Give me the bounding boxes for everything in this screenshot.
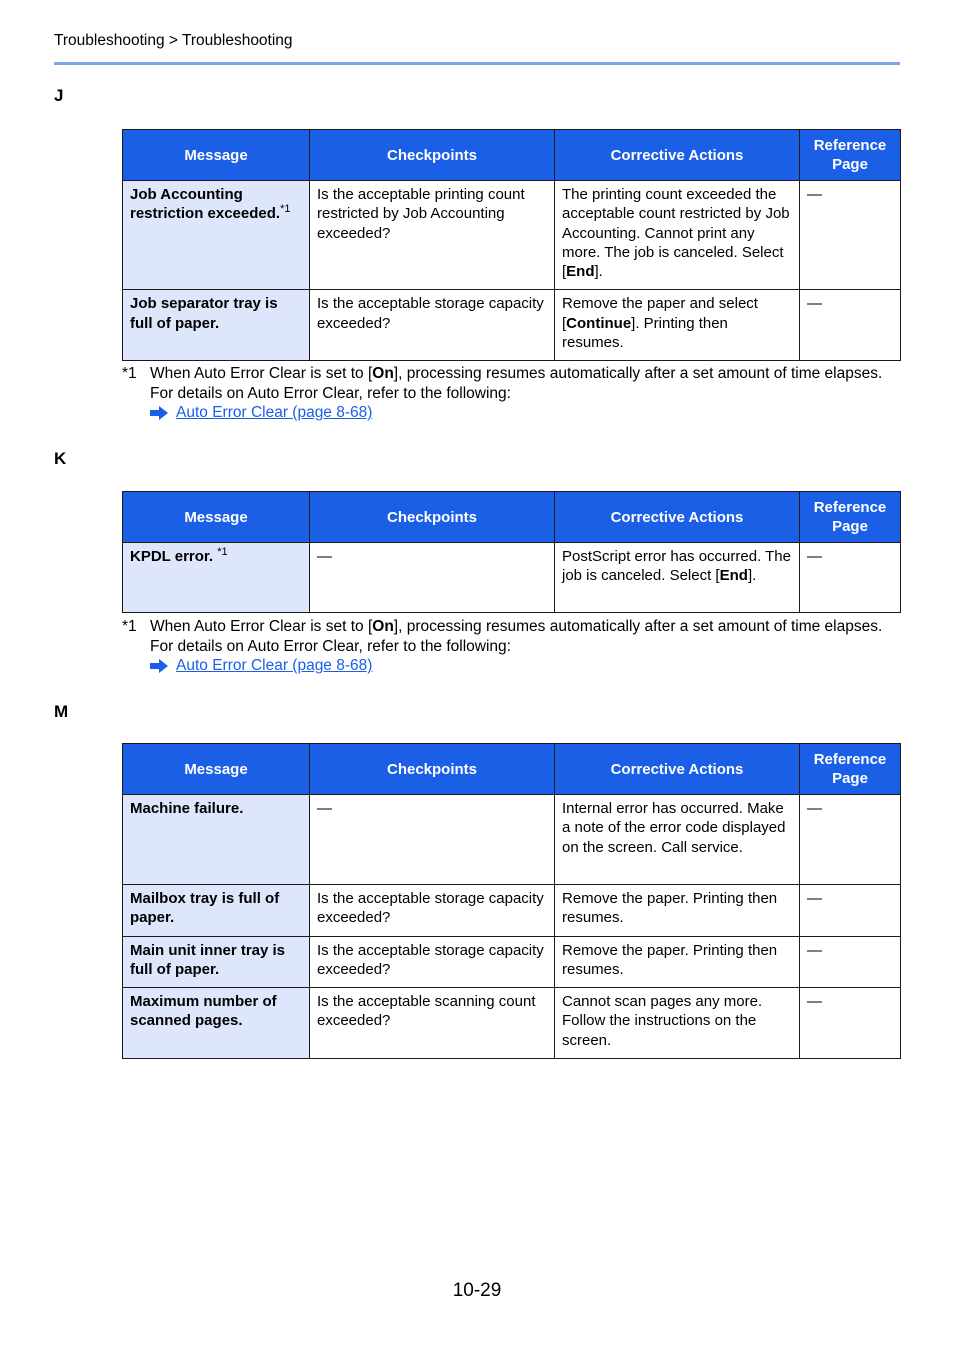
checkpoints-cell: Is the acceptable scanning count exceeded? (310, 988, 555, 1059)
corrective-action-cell: PostScript error has occurred. The job is canceled. Select [End]. (555, 543, 800, 613)
reference-cell: — (800, 885, 901, 937)
breadcrumb: Troubleshooting > Troubleshooting (54, 32, 293, 49)
footnote-k (122, 617, 900, 676)
checkpoints-cell: — (310, 543, 555, 613)
table-row (123, 988, 901, 1059)
col-header-reference-page: Reference Page (800, 492, 901, 543)
message-cell: KPDL error. $^{*1}$ (123, 543, 310, 613)
reference-cell: — (800, 988, 901, 1059)
footnote-mark: *1 (122, 365, 137, 382)
header-rule (54, 62, 900, 65)
corrective-action-cell: Remove the paper and select [Continue]. Printing then resumes. (555, 290, 800, 361)
corrective-action-cell: Cannot scan pages any more. Follow the instructions on the screen. (555, 988, 800, 1059)
message-cell: Main unit inner tray is full of paper. (123, 936, 310, 988)
arrow-right-icon (150, 659, 168, 673)
table-row (123, 290, 901, 361)
footnote-text: When Auto Error Clear is set to [On], processing resumes automatically after a set amount of time elapses. For details on Auto Error Clear, refer to the following: (150, 618, 883, 655)
table-row (123, 795, 901, 885)
checkpoints-cell: Is the acceptable printing count restricted by Job Accounting exceeded? (310, 181, 555, 290)
auto-error-clear-link[interactable]: Auto Error Clear (page 8-68) (176, 404, 373, 421)
corrective-action-cell: Remove the paper. Printing then resumes. (555, 936, 800, 988)
col-header-corrective-actions: Corrective Actions (555, 492, 800, 543)
checkpoints-cell: Is the acceptable storage capacity exceeded? (310, 936, 555, 988)
corrective-action-cell: Internal error has occurred. Make a note of the error code displayed on the screen. Call service. (555, 795, 800, 885)
col-header-reference-page: Reference Page (800, 130, 901, 181)
corrective-action-cell: The printing count exceeded the acceptable count restricted by Job Accounting. Cannot print any more. The job is canceled. Select [End]. (555, 181, 800, 290)
message-cell: Job separator tray is full of paper. (123, 290, 310, 361)
col-header-checkpoints: Checkpoints (310, 492, 555, 543)
footnote-marker: *1 (280, 203, 291, 216)
col-header-corrective-actions: Corrective Actions (555, 130, 800, 181)
checkpoints-cell: Is the acceptable storage capacity exceeded? (310, 290, 555, 361)
section-letter-j: J (54, 86, 64, 105)
reference-cell: — (800, 290, 901, 361)
col-header-message: Message (123, 744, 310, 795)
reference-cell: — (800, 936, 901, 988)
col-header-checkpoints: Checkpoints (310, 130, 555, 181)
footnote-j (122, 364, 900, 423)
section-letter-k: K (54, 449, 67, 468)
table-row (123, 181, 901, 290)
error-table-m (122, 743, 901, 1059)
col-header-message: Message (123, 492, 310, 543)
table-header-row (123, 492, 901, 543)
table-row (123, 543, 901, 613)
col-header-message: Message (123, 130, 310, 181)
table-row (123, 936, 901, 988)
table-row (123, 885, 901, 937)
footnote-marker: *1 (217, 546, 228, 558)
message-cell: Maximum number of scanned pages. (123, 988, 310, 1059)
message-cell: Machine failure. (123, 795, 310, 885)
reference-cell: — (800, 543, 901, 613)
footnote-mark: *1 (122, 618, 137, 635)
checkpoints-cell: — (310, 795, 555, 885)
col-header-corrective-actions: Corrective Actions (555, 744, 800, 795)
arrow-right-icon (150, 406, 168, 420)
footnote-text: When Auto Error Clear is set to [On], processing resumes automatically after a set amount of time elapses. For details on Auto Error Clear, refer to the following: (150, 365, 883, 402)
reference-cell: — (800, 795, 901, 885)
page-number: 10-29 (452, 1280, 502, 1301)
error-table-k (122, 491, 901, 613)
reference-cell: — (800, 181, 901, 290)
error-table-j (122, 129, 901, 361)
table-header-row (123, 744, 901, 795)
corrective-action-cell: Remove the paper. Printing then resumes. (555, 885, 800, 937)
table-header-row (123, 130, 901, 181)
col-header-reference-page: Reference Page (800, 744, 901, 795)
message-cell: Job Accounting restriction exceeded.$^{*1}$ (123, 181, 310, 290)
col-header-checkpoints: Checkpoints (310, 744, 555, 795)
message-cell: Mailbox tray is full of paper. (123, 885, 310, 937)
auto-error-clear-link[interactable]: Auto Error Clear (page 8-68) (176, 657, 373, 674)
checkpoints-cell: Is the acceptable storage capacity exceeded? (310, 885, 555, 937)
section-letter-m: M (54, 702, 69, 721)
